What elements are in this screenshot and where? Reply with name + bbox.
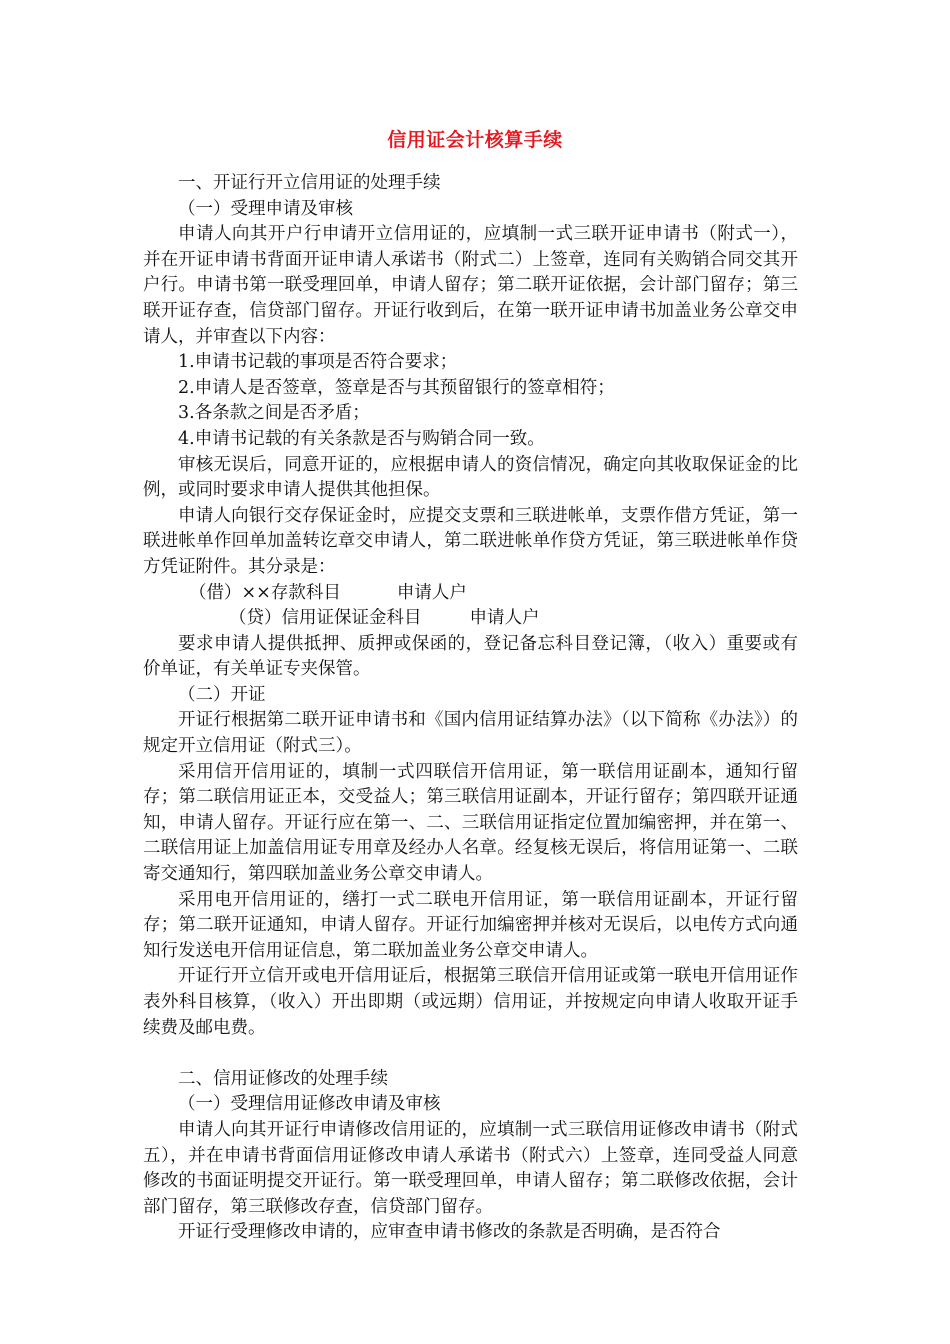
subsection-heading-1-1: （一）受理申请及审核 <box>178 198 353 219</box>
credit-account: （贷）信用证保证金科目 <box>229 608 422 629</box>
document-title: 信用证会计核算手续 <box>387 129 563 151</box>
paragraph: 审核无误后，同意开证的，应根据申请人的资信情况，确定向其收取保证金的比例，或同时要求申请人提供其他担保。 <box>143 454 798 501</box>
list-item: 3.各条款之间是否矛盾； <box>178 403 370 424</box>
section-heading-1: 一、开证行开立信用证的处理手续 <box>178 173 441 193</box>
paragraph: 采用信开信用证的，填制一式四联信开信用证，第一联信用证副本，通知行留存；第二联信用证正本，交受益人；第三联信用证副本，开证行留存；第四联开证通知，申请人留存。开证行应在第一、二、三联信用证指定位置加编密押，并在第一、二联信用证上加盖信用证专用章及经办人名章。经复核无误后，将信用证第一、二联寄交通知行，第四联加盖业务公章交申请人。 <box>143 761 798 885</box>
debit-account: （借）××存款科目 <box>189 582 341 603</box>
list-item: 2.申请人是否签章，签章是否与其预留银行的签章相符； <box>178 377 615 398</box>
list-item: 1.申请书记载的事项是否符合要求； <box>178 352 458 373</box>
paragraph: 开证行开立信开或电开信用证后，根据第三联信开信用证或第一联电开信用证作表外科目核算，（收入）开出即期（或远期）信用证，并按规定向申请人收取开证手续费及邮电费。 <box>143 966 798 1038</box>
paragraph: 要求申请人提供抵押、质押或保函的，登记备忘科目登记簿，（收入）重要或有价单证，有关单证专夹保管。 <box>143 633 798 680</box>
list-item: 4.申请书记载的有关条款是否与购销合同一致。 <box>178 428 545 449</box>
paragraph: 申请人向银行交存保证金时，应提交支票和三联进帐单，支票作借方凭证，第一联进帐单作回单加盖转讫章交申请人，第二联进帐单作贷方凭证，第三联进帐单作贷方凭证附件。其分录是： <box>143 505 798 577</box>
section-heading-2: 二、信用证修改的处理手续 <box>178 1068 388 1089</box>
paragraph: 申请人向其开证行申请修改信用证的，应填制一式三联信用证修改申请书（附式五），并在申请书背面信用证修改申请人承诺书（附式六）上签章，连同受益人同意修改的书面证明提交开证行。第一联受理回单，申请人留存；第二联修改依据，会计部门留存，第三联修改存查，信贷部门留存。 <box>143 1119 798 1217</box>
paragraph: 开证行根据第二联开证申请书和《国内信用证结算办法》（以下简称《办法》）的规定开立信用证（附式三）。 <box>143 710 798 757</box>
subsection-heading-1-2: （二）开证 <box>178 684 266 705</box>
subsection-heading-2-1: （一）受理信用证修改申请及审核 <box>178 1094 441 1115</box>
document-body <box>143 171 798 1246</box>
journal-entry-debit <box>143 581 798 607</box>
paragraph: 开证行受理修改申请的，应审查申请书修改的条款是否明确，是否符合 <box>178 1222 721 1243</box>
journal-entry-credit <box>143 606 798 632</box>
paragraph: 申请人向其开户行申请开立信用证的，应填制一式三联开证申请书（附式一），并在开证申请书背面开证申请人承诺书（附式二）上签章，连同有关购销合同交其开户行。申请书第一联受理回单，申请人留存；第二联开证依据，会计部门留存；第三联开证存查，信贷部门留存。开证行收到后，在第一联开证申请书加盖业务公章交申请人，并审查以下内容： <box>143 224 798 347</box>
credit-party: 申请人户 <box>469 608 540 629</box>
debit-party: 申请人户 <box>396 582 467 603</box>
paragraph: 采用电开信用证的，缮打一式二联电开信用证，第一联信用证副本，开证行留存；第二联开证通知，申请人留存。开证行加编密押并核对无误后，以电传方式向通知行发送电开信用证信息，第二联加盖业务公章交申请人。 <box>143 889 798 961</box>
